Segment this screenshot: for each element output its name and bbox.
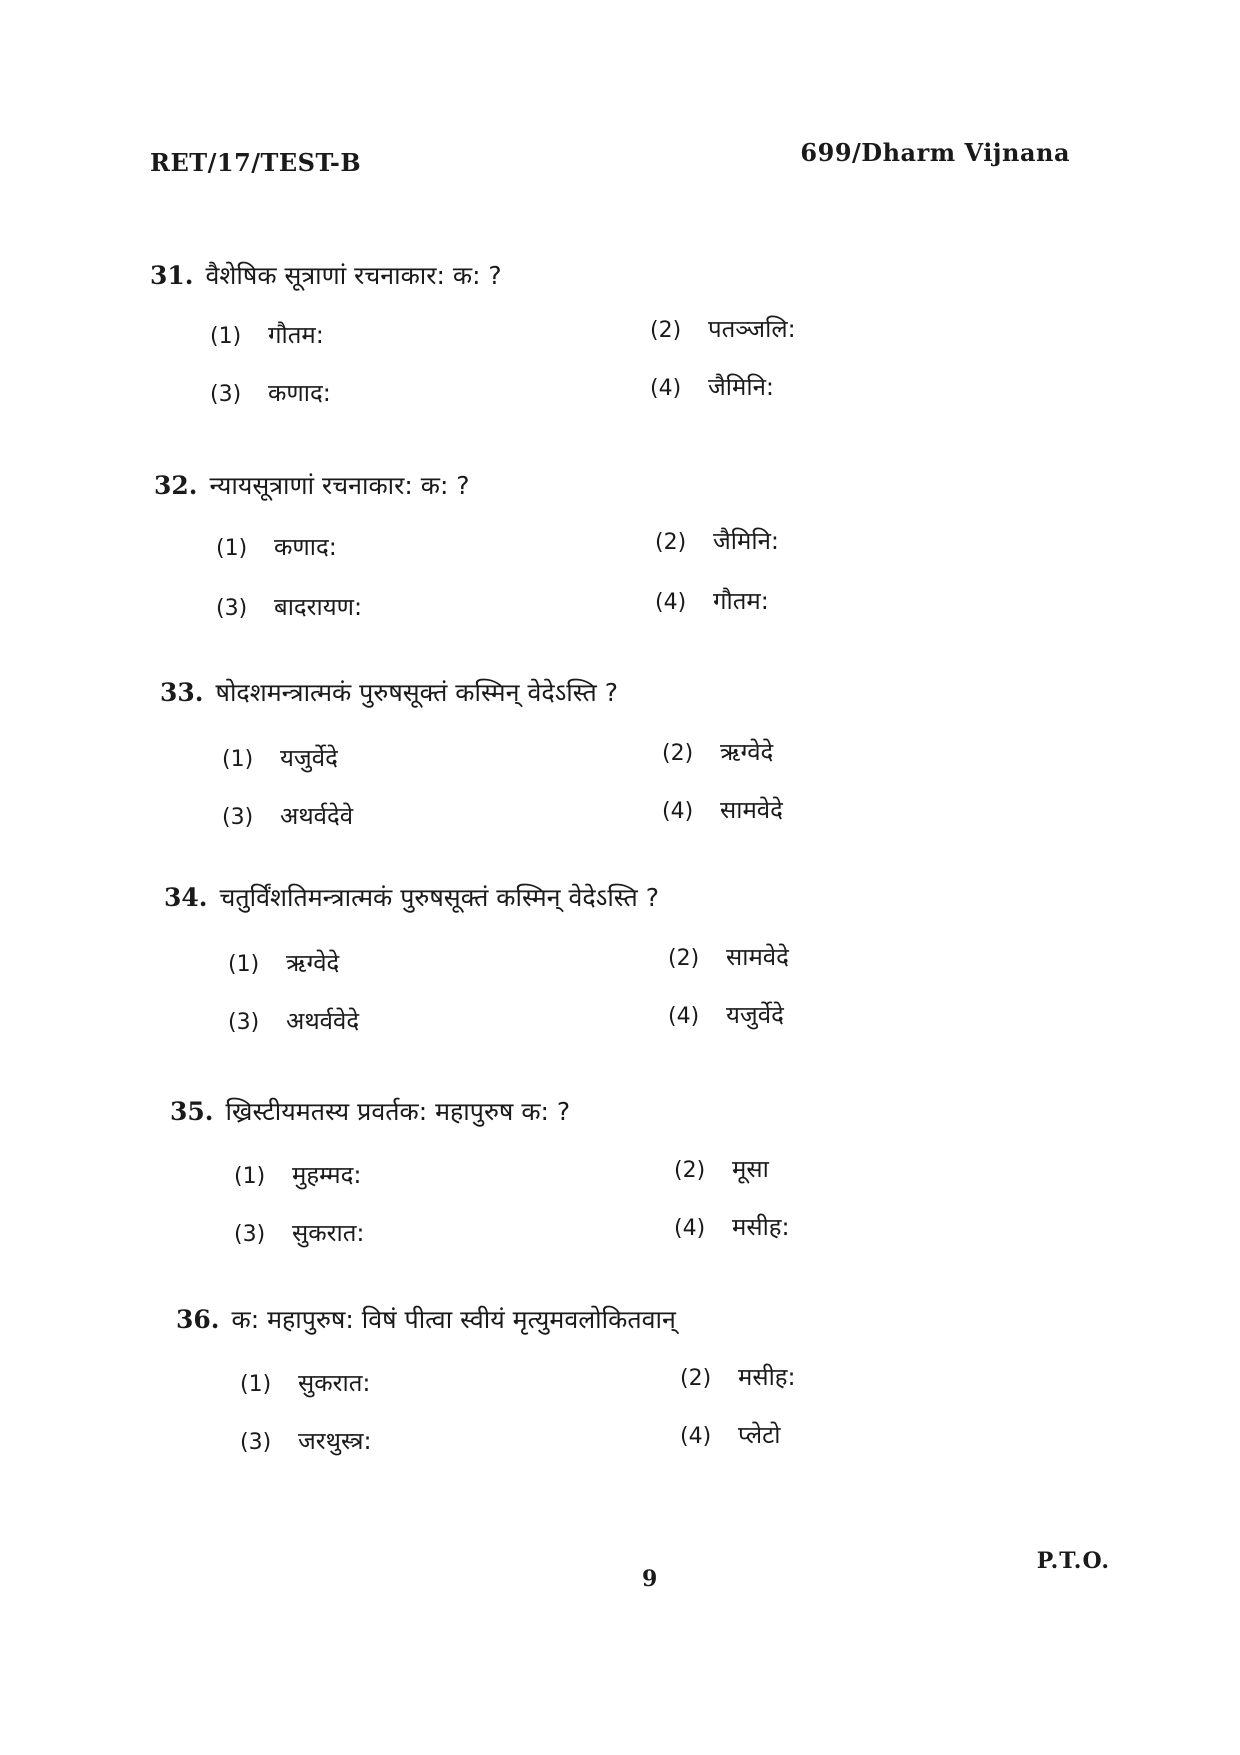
- question-number: 33.: [160, 678, 204, 707]
- question-stem: [170, 1094, 570, 1128]
- option-1: (1) गौतम:: [210, 321, 324, 349]
- question-number: 31.: [150, 261, 194, 290]
- question-text: न्यायसूत्राणां रचनाकार: क: ?: [209, 471, 470, 500]
- option-2: (2) पतञ्जलि:: [650, 315, 796, 343]
- question-34: [0, 880, 1240, 1080]
- question-number: 32.: [154, 471, 198, 500]
- option-4: (4) यजुर्वेदे: [668, 1001, 784, 1029]
- question-stem: [154, 468, 470, 502]
- option-4: (4) जैमिनि:: [650, 373, 774, 401]
- paper-code: RET/17/TEST-B: [150, 148, 362, 177]
- question-32: [0, 468, 1240, 668]
- option-2: (2) ऋग्वेदे: [662, 738, 774, 766]
- option-1: (1) ऋग्वेदे: [228, 949, 340, 977]
- question-text: चतुर्विंशतिमन्त्रात्मकं पुरुषसूक्तं कस्मिन् वेदेऽस्ति ?: [219, 883, 659, 912]
- option-4: (4) मसीह:: [674, 1213, 790, 1241]
- option-3: (3) कणाद:: [210, 379, 331, 407]
- question-number: 34.: [164, 883, 208, 912]
- question-33: [0, 675, 1240, 875]
- option-1: (1) यजुर्वेदे: [222, 744, 338, 772]
- question-number: 36.: [176, 1305, 220, 1334]
- page-number: 9: [642, 1566, 658, 1592]
- option-3: (3) अथर्वदेवे: [222, 802, 354, 830]
- option-2: (2) मूसा: [674, 1155, 769, 1183]
- option-3: (3) सुकरात:: [234, 1219, 365, 1247]
- option-2: (2) सामवेदे: [668, 943, 789, 971]
- question-stem: [150, 258, 502, 292]
- question-text: क: महापुरुष: विषं पीत्वा स्वीयं मृत्युमवलोकितवान्: [231, 1305, 676, 1334]
- pto-label: P.T.O.: [1036, 1548, 1110, 1574]
- option-1: (1) सुकरात:: [240, 1369, 371, 1397]
- option-3: (3) अथर्ववेदे: [228, 1007, 360, 1035]
- question-stem: [176, 1302, 676, 1336]
- option-4: (4) गौतम:: [655, 587, 769, 615]
- option-3: (3) जरथुस्त्र:: [240, 1427, 372, 1455]
- option-1: (1) कणाद:: [216, 533, 337, 561]
- option-2: (2) जैमिनि:: [655, 527, 779, 555]
- option-4: (4) सामवेदे: [662, 796, 783, 824]
- question-number: 35.: [170, 1097, 214, 1126]
- question-31: [0, 258, 1240, 458]
- option-3: (3) बादरायण:: [216, 593, 363, 621]
- question-stem: [160, 675, 618, 709]
- question-text: ख्रिस्टीयमतस्य प्रवर्तक: महापुरुष क: ?: [225, 1097, 571, 1126]
- question-text: वैशेषिक सूत्राणां रचनाकार: क: ?: [205, 261, 502, 290]
- option-1: (1) मुहम्मद:: [234, 1161, 362, 1189]
- subject-title: 699/Dharm Vijnana: [800, 138, 1070, 167]
- question-stem: [164, 880, 659, 914]
- option-2: (2) मसीह:: [680, 1363, 796, 1391]
- question-36: [0, 1302, 1240, 1502]
- question-35: [0, 1094, 1240, 1294]
- option-4: (4) प्लेटो: [680, 1421, 781, 1449]
- question-text: षोदशमन्त्रात्मकं पुरुषसूक्तं कस्मिन् वेदेऽस्ति ?: [215, 678, 618, 707]
